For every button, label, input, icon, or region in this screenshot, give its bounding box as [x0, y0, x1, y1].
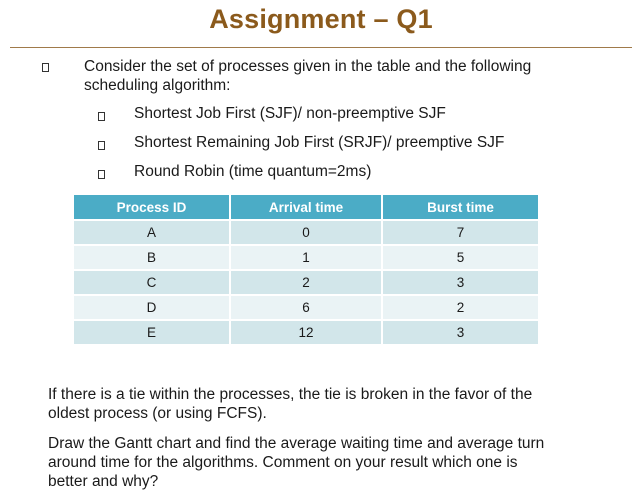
- cell-burst-time: 3: [382, 320, 538, 344]
- intro-line-1: Consider the set of processes given in the table and the following: [84, 58, 532, 75]
- bullet-square-icon: [98, 141, 105, 150]
- table-header-row: [74, 195, 538, 220]
- table-row: [74, 295, 538, 320]
- bullet-square-icon: [98, 170, 105, 179]
- table-row: [74, 245, 538, 270]
- process-table: [74, 195, 538, 344]
- header-burst-time: Burst time: [382, 195, 538, 220]
- task-line-2: around time for the algorithms. Comment on your result which one is: [48, 454, 518, 471]
- cell-burst-time: 2: [382, 295, 538, 320]
- cell-arrival-time: 12: [230, 320, 382, 344]
- algorithm-item-srjf: Shortest Remaining Job First (SRJF)/ preemptive SJF: [134, 134, 505, 151]
- cell-burst-time: 7: [382, 220, 538, 245]
- tie-note-line-1: If there is a tie within the processes, the tie is broken in the favor of the: [48, 386, 533, 403]
- table-row: [74, 320, 538, 344]
- cell-process-id: D: [74, 295, 230, 320]
- algorithm-item-rr: Round Robin (time quantum=2ms): [134, 163, 372, 180]
- bullet-square-icon: [98, 112, 105, 121]
- tie-note-line-2: oldest process (or using FCFS).: [48, 405, 267, 422]
- title-divider: [10, 47, 632, 48]
- table-row: [74, 270, 538, 295]
- algorithm-item-sjf: Shortest Job First (SJF)/ non-preemptive SJF: [134, 105, 446, 122]
- cell-process-id: C: [74, 270, 230, 295]
- cell-arrival-time: 6: [230, 295, 382, 320]
- task-line-3: better and why?: [48, 473, 159, 490]
- intro-line-2: scheduling algorithm:: [84, 77, 231, 94]
- header-process-id: Process ID: [74, 195, 230, 220]
- cell-arrival-time: 1: [230, 245, 382, 270]
- slide-title: Assignment – Q1: [209, 4, 433, 34]
- cell-process-id: B: [74, 245, 230, 270]
- task-line-1: Draw the Gantt chart and find the average waiting time and average turn: [48, 435, 545, 452]
- cell-arrival-time: 2: [230, 270, 382, 295]
- cell-process-id: E: [74, 320, 230, 344]
- cell-burst-time: 5: [382, 245, 538, 270]
- table-row: [74, 220, 538, 245]
- cell-burst-time: 3: [382, 270, 538, 295]
- cell-arrival-time: 0: [230, 220, 382, 245]
- bullet-square-icon: [42, 63, 49, 72]
- cell-process-id: A: [74, 220, 230, 245]
- header-arrival-time: Arrival time: [230, 195, 382, 220]
